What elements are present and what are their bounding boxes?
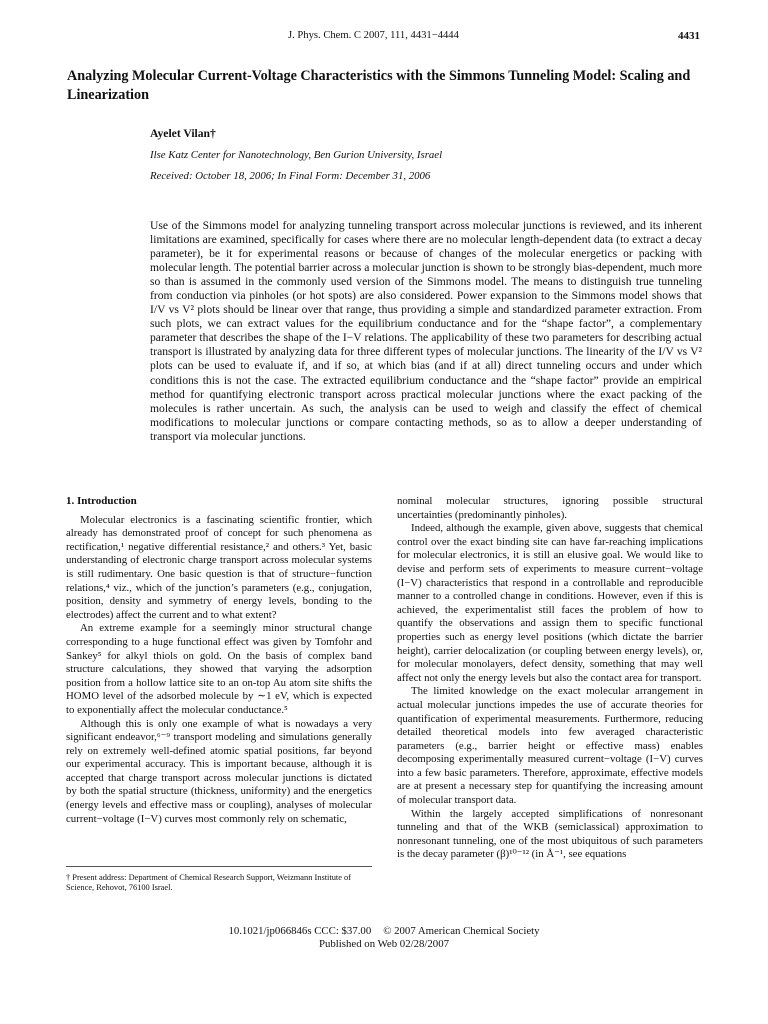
doi-price: 10.1021/jp066846s CCC: $37.00 bbox=[228, 925, 372, 937]
page-number: 4431 bbox=[678, 30, 700, 42]
paragraph: Within the largely accepted simplifications of nonresonant tunneling and that of the WKB (semiclassical) approximation to nonresonant tunneling, one of the most ubiquitous of such parameters is the decay parameter (β)¹⁰⁻¹² (in Å⁻¹, see equations bbox=[397, 807, 703, 861]
received-dates: Received: October 18, 2006; In Final Form: December 31, 2006 bbox=[150, 170, 431, 182]
copyright: © 2007 American Chemical Society bbox=[383, 925, 540, 937]
publication-date: Published on Web 02/28/2007 bbox=[319, 938, 449, 950]
paragraph: Molecular electronics is a fascinating scientific frontier, which already has demonstrated proof of concept for such phenomena as rectification,¹ negative differential resistance,² and others.³ Yet, basic understanding of electronic charge transport across molecular systems is still rudimentary. One basic question is that of structure−function relations,⁴ viz., which of the junction’s parameters (e.g., conjugation, position, density and symmetry of energy levels, bonding to the electrodes) affect the current and to what extent? bbox=[66, 513, 372, 621]
paragraph: The limited knowledge on the exact molecular arrangement in actual molecular junctions impedes the use of accurate theories for quantification of experimental measurements. Furthermore, reducing detailed theoretical models into few averaged characteristic parameters (e.g., barrier height or effective mass) enables decomposing experimentally measured current−voltage (I−V) curves into a few basic parameters. Therefore, approximate, effective models are at present a necessary step for quantifying the increasing amount of molecular transport data. bbox=[397, 685, 703, 807]
article-title: Analyzing Molecular Current-Voltage Characteristics with the Simmons Tunneling Model: Scaling and Linearization bbox=[67, 68, 691, 103]
running-header bbox=[68, 30, 700, 46]
page-footer bbox=[0, 925, 768, 951]
paragraph: An extreme example for a seemingly minor structural change corresponding to a huge functional effect was given by Tomfohr and Sankey⁵ for alkyl thiols on gold. On the basis of complex band structure calculations, they showed that varying the adsorption position from a hollow lattice site to an on-top Au atom site shifts the HOMO level of the adsorbed molecule by ∼1 eV, which is expected to exponentially affect the molecular conductance.⁵ bbox=[66, 622, 372, 716]
paragraph: nominal molecular structures, ignoring possible structural uncertainties (predominantly pinholes). bbox=[397, 495, 703, 521]
footnote: † Present address: Department of Chemical Research Support, Weizmann Institute of Science, Rehovot, 76100 Israel. bbox=[66, 866, 372, 894]
paragraph: Indeed, although the example, given above, suggests that chemical control over the exact binding site can have far-reaching implications for molecular electronics, it is still an elusive goal. We would like to devise and perform sets of experiments to measure current−voltage (I−V) characteristics that respond in a controllable and reproducible manner to a controlled change in conditions. However, even if this is achieved, the experimentalist still faces the problem of how to quantify the observations and assign them to specific functional properties such as energy level positions (which dictate the barrier height), carrier delocalization (or coupling between energy levels), or, for molecular monolayers, defect density, something that may well affect not only the energy levels but also the contact area for transport. bbox=[397, 522, 703, 684]
journal-citation: J. Phys. Chem. C 2007, 111, 4431−4444 bbox=[288, 30, 459, 41]
author-affiliation: Ilse Katz Center for Nanotechnology, Ben Gurion University, Israel bbox=[150, 149, 443, 161]
paragraph: Although this is only one example of what is nowadays a very significant endeavor,⁶⁻⁹ transport modeling and simulations generally rely on extremely well-defined atomic spatial positions, far beyond our experimental accuracy. This is important because, although it is accepted that charge transport across molecular junctions is dictated by both the spatial structure (thickness, uniformity) and the energetics (energy levels and effective mass or coupling), analyses of molecular current−voltage (I−V) curves most commonly rely on schematic, bbox=[66, 717, 372, 825]
abstract: Use of the Simmons model for analyzing tunneling transport across molecular junctions is reviewed, and its inherent limitations are examined, specifically for cases where there are no molecular length-dependent data (to extract a decay parameter), be it for experimental reasons or because of changes of the molecular energetics or packing with molecular length. The potential barrier across a molecular junction is shown to be strongly bias-dependent, much more so than is assumed in the commonly used version of the Simmons model. The means to distinguish true tunneling from conduction via pinholes (or hot spots) are also considered. Power expansion to the Simmons model shows that I/V vs V² plots should be linear over that range, thus providing a simple and standardized parameter extraction. From such plots, we can extract values for the equilibrium conductance and for the “shape factor”, a complementary parameter that describes the shape of the I−V relations. The applicability of these two parameters for describing actual transport is illustrated by analyzing data for three different types of molecular junctions. The linearity of the I/V vs V² plots can be used to evaluate if, and if so, at which bias (and if at all) direct tunneling occurs and under which conditions this is not the case. The extracted equilibrium conductance and the “shape factor” provide an empirical method for quantifying electronic transport across practical molecular junctions where the exact packing of the molecules is rather uncertain. As such, the analysis can be used to weigh and classify the effect of chemical modifications to molecular junctions or compare contacting methods, so as to allow a deeper understanding of transport via molecular junctions. bbox=[150, 219, 702, 443]
right-column bbox=[397, 495, 703, 862]
section-heading: 1. Introduction bbox=[66, 495, 137, 507]
author-name: Ayelet Vilan† bbox=[150, 127, 216, 140]
left-column bbox=[66, 495, 372, 826]
